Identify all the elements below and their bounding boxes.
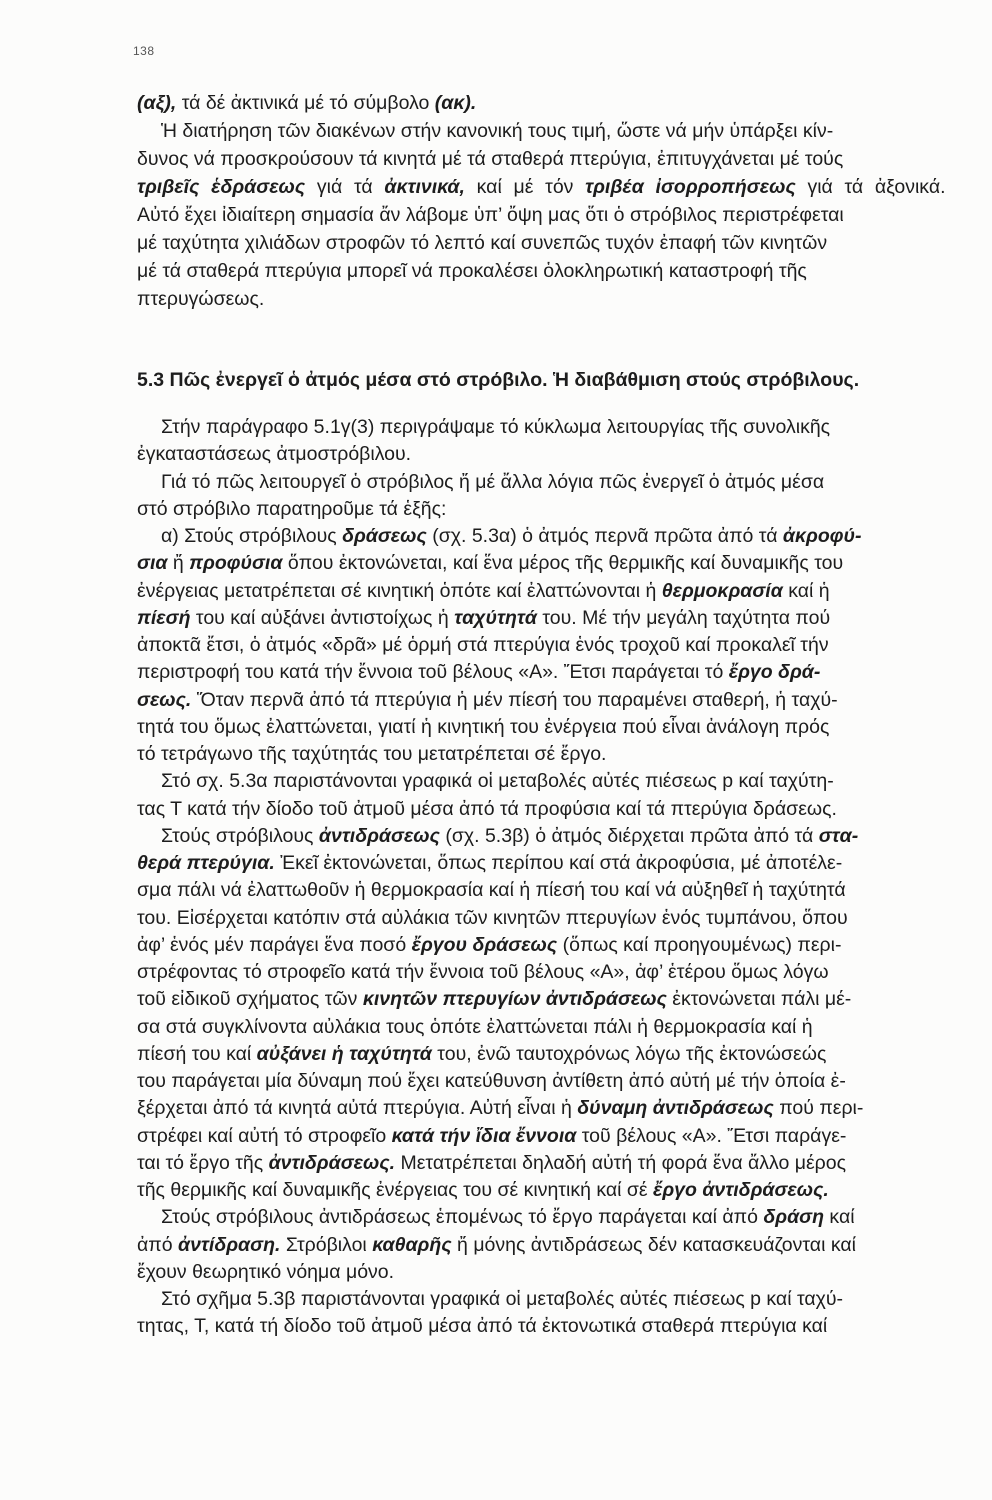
text-run: ἐγκαταστάσεως ἀτμοστρόβιλου. xyxy=(137,443,412,466)
text-line xyxy=(137,741,946,768)
text-run: ἐκτονώνεται πάλι μέ- xyxy=(666,988,852,1011)
emphasized-term: (ακ). xyxy=(434,92,477,114)
text-line xyxy=(137,905,946,932)
emphasized-term: δύναμη ἀντιδράσεως xyxy=(577,1097,774,1120)
text-run: σα στά συγκλίνοντα αὐλάκια τους ὁπότε ἐλαττώνεται πάλι ἡ θερμοκρασία καί ἡ xyxy=(137,1015,813,1038)
text-line xyxy=(137,285,946,313)
text-line xyxy=(137,1259,946,1286)
text-line xyxy=(137,632,946,659)
paragraph xyxy=(137,1286,946,1341)
text-run: τῆς θερμικῆς καί δυναμικῆς ἐνέργειας του σέ κινητική καί σέ xyxy=(137,1179,654,1201)
emphasized-term: σια xyxy=(137,552,168,575)
text-line-content xyxy=(137,1123,846,1150)
text-line-content xyxy=(161,469,824,496)
text-line-content xyxy=(137,173,946,201)
text-line-content xyxy=(137,632,829,659)
text-line xyxy=(137,796,946,823)
text-run: Στό σχ. 5.3α παριστάνονται γραφικά οἱ μεταβολές αὐτές πιέσεως p καί ταχύτη- xyxy=(161,770,834,793)
text-run: ἔχουν θεωρητικό νόημα μόνο. xyxy=(137,1260,395,1283)
emphasized-term: ἀντίδραση. xyxy=(178,1233,281,1256)
text-run: του. Μέ τήν μεγάλη ταχύτητα πού xyxy=(536,606,831,629)
text-run: τό τετράγωνο τῆς ταχύτητάς του μετατρέπεται σέ ἔργο. xyxy=(137,743,607,765)
text-run: Στούς στρόβιλους xyxy=(161,824,319,847)
text-line xyxy=(137,578,946,605)
text-run: τητας, Τ, κατά τή δίοδο τοῦ ἀτμοῦ μέσα ἀπό τά ἐκτονωτικά σταθερά πτερύγια καί xyxy=(137,1315,828,1338)
text-line-content xyxy=(137,89,476,117)
text-line-content xyxy=(137,441,411,468)
text-run: γιά τά ἀξονικά. xyxy=(795,176,946,198)
emphasized-term: στα- xyxy=(818,824,859,847)
text-run: ἐνέργειας μετατρέπεται σέ κινητική ὁπότε καί ἐλαττώνονται ἡ xyxy=(137,579,662,602)
text-line xyxy=(137,257,946,285)
text-line-content xyxy=(161,768,834,795)
text-line xyxy=(137,1177,946,1204)
text-line-content xyxy=(137,1150,846,1177)
emphasized-term: αὐξάνει ἡ ταχύτητά xyxy=(256,1042,432,1065)
emphasized-term: ἀντιδράσεως. xyxy=(268,1151,396,1174)
text-line xyxy=(137,850,946,877)
paragraph xyxy=(137,823,946,1205)
text-line-content xyxy=(137,714,829,741)
emphasized-term: θερά πτερύγια. xyxy=(137,852,275,874)
text-line xyxy=(137,1095,946,1122)
text-line-content xyxy=(137,741,606,768)
text-line-content xyxy=(137,145,843,173)
text-line-content xyxy=(137,1259,394,1286)
text-line xyxy=(137,496,946,523)
text-run: του. Εἰσέρχεται κατόπιν στά αὐλάκια τῶν κινητῶν πτερυγίων ἑνός τυμπάνου, ὅπου xyxy=(137,906,848,929)
text-line xyxy=(137,89,946,117)
text-line xyxy=(137,1150,946,1177)
text-run: ἀπό xyxy=(137,1233,178,1256)
text-run: ἀποκτᾶ ἔτσι, ὁ ἀτμός «δρᾶ» μέ ὁρμή στά πτερύγια ἑνός τροχοῦ καί προκαλεῖ τήν xyxy=(137,634,829,656)
text-run: α) Στούς στρόβιλους xyxy=(161,525,343,547)
text-run: (ὅπως καί προηγουμένως) περι- xyxy=(557,933,842,956)
text-line-content xyxy=(137,201,844,229)
text-line xyxy=(137,659,946,686)
text-line-content xyxy=(161,1204,855,1231)
text-line-content xyxy=(137,1014,813,1041)
text-line-content xyxy=(137,1095,863,1122)
text-run: Γιά τό πῶς λειτουργεῖ ὁ στρόβιλος ἤ μέ ἄλλα λόγια πῶς ἐνεργεῖ ὁ ἀτμός μέσα xyxy=(161,470,825,493)
text-line-content xyxy=(161,414,830,441)
text-run: Αὐτό ἔχει ἰδιαίτερη σημασία ἄν λάβομε ὑπ’ ὄψη μας ὅτι ὁ στρόβιλος περιστρέφεται xyxy=(137,204,844,226)
text-run: στό στρόβιλο παρατηροῦμε τά ἑξῆς: xyxy=(137,497,447,520)
text-line xyxy=(137,145,946,173)
paragraph xyxy=(137,469,946,524)
text-line-content xyxy=(137,285,264,313)
text-line xyxy=(137,414,946,441)
text-run: στρέφει καί αὐτή τό στροφεῖο xyxy=(137,1124,392,1147)
text-line xyxy=(137,1232,946,1259)
text-line-content xyxy=(137,959,829,986)
text-line xyxy=(137,441,946,468)
text-line-content xyxy=(137,659,820,686)
emphasized-term: δράσεως xyxy=(342,525,427,547)
paragraph xyxy=(137,768,946,823)
text-line xyxy=(137,932,946,959)
text-line-content xyxy=(137,986,851,1013)
text-line xyxy=(137,605,946,632)
text-run: μέ τά σταθερά πτερύγια μπορεῖ νά προκαλέσει ὁλοκληρωτική καταστροφή τῆς xyxy=(137,260,807,282)
text-run: ται τό ἔργο τῆς xyxy=(137,1151,269,1174)
text-line-content xyxy=(161,1286,843,1313)
text-line xyxy=(137,117,946,145)
page-number: 138 xyxy=(133,44,155,58)
text-run: Στό σχῆμα 5.3β παριστάνονται γραφικά οἱ μεταβολές αὐτές πιέσεως p καί ταχύ- xyxy=(161,1288,844,1310)
text-run: πού περι- xyxy=(773,1097,864,1120)
text-run: Ὅταν περνᾶ ἀπό τά πτερύγια ἡ μέν πίεσή του παραμένει σταθερή, ἡ ταχύ- xyxy=(191,688,838,711)
text-line-content xyxy=(137,1232,856,1259)
text-line xyxy=(137,229,946,257)
text-line-content xyxy=(137,687,838,714)
text-run: γιά τά xyxy=(305,176,385,198)
text-line xyxy=(137,550,946,577)
text-line xyxy=(137,877,946,904)
text-line-content xyxy=(137,932,841,959)
text-run: τοῦ βέλους «Α». Ἔτσι παράγε- xyxy=(576,1124,847,1147)
emphasized-term: σεως. xyxy=(137,688,192,711)
emphasized-term: θερμοκρασία xyxy=(661,579,783,602)
emphasized-term: κατά τήν ἴδια ἔννοια xyxy=(391,1124,577,1147)
emphasized-term: ταχύτητά xyxy=(454,606,537,629)
text-line-content xyxy=(137,1177,829,1204)
text-run: Στούς στρόβιλους ἀντιδράσεως ἑπομένως τό ἔργο παράγεται καί ἀπό xyxy=(161,1206,764,1229)
emphasized-term: ἔργο ἀντιδράσεως. xyxy=(653,1179,829,1201)
text-line-content xyxy=(137,905,848,932)
text-line-content xyxy=(137,605,830,632)
text-run: Ἐκεῖ ἐκτονώνεται, ὅπως περίπου καί στά ἀκροφύσια, μέ ἀποτέλε- xyxy=(274,852,843,874)
text-run: τοῦ εἰδικοῦ σχήματος τῶν xyxy=(137,988,363,1011)
section-heading xyxy=(137,366,946,394)
text-line-content xyxy=(137,257,807,285)
text-line-content xyxy=(137,1068,846,1095)
emphasized-term: τριβεῖς ἑδράσεως xyxy=(137,176,306,198)
text-run: ἤ μόνης ἀντιδράσεως δέν κατασκευάζονται καί xyxy=(451,1233,856,1256)
text-run: ἀφ’ ἑνός μέν παράγει ἕνα ποσό xyxy=(137,933,412,956)
text-run: μέ ταχύτητα χιλιάδων στροφῶν τό λεπτό καί συνεπῶς τυχόν ἐπαφή τῶν κινητῶν xyxy=(137,232,828,254)
text-run: δυνος νά προσκρούσουν τά κινητά μέ τά σταθερά πτερύγια, ἐπιτυγχάνεται μέ τούς xyxy=(137,148,844,170)
emphasized-term: προφύσια xyxy=(189,552,283,575)
text-run: (σχ. 5.3β) ὁ ἀτμός διέρχεται πρῶτα ἀπό τά xyxy=(439,824,819,847)
text-line-content xyxy=(161,523,862,550)
text-line-content xyxy=(137,850,842,877)
text-line-content xyxy=(137,229,827,257)
text-line xyxy=(137,768,946,795)
text-run: ὅπου ἐκτονώνεται, καί ἕνα μέρος τῆς θερμικῆς καί δυναμικῆς του xyxy=(282,552,844,575)
section-heading-text: 5.3 Πῶς ἐνεργεῖ ὁ ἀτμός μέσα στό στρόβιλο. Ἡ διαβάθμιση στούς στρόβιλους. xyxy=(137,369,860,391)
text-line xyxy=(137,823,946,850)
text-line xyxy=(137,986,946,1013)
text-run: στρέφοντας τό στροφεῖο κατά τήν ἔννοια τοῦ βέλους «Α», ἀφ’ ἑτέρου ὅμως λόγω xyxy=(137,961,829,983)
text-line xyxy=(137,1313,946,1340)
text-line-content xyxy=(137,550,843,577)
text-run: τητά του ὅμως ἐλαττώνεται, γιατί ἡ κινητική του ἐνέργεια πού εἶναι ἀνάλογη πρός xyxy=(137,715,830,738)
text-line xyxy=(137,523,946,550)
emphasized-term: δράση xyxy=(763,1206,825,1229)
text-line xyxy=(137,959,946,986)
text-line-content xyxy=(137,496,446,523)
text-line xyxy=(137,1068,946,1095)
text-line xyxy=(137,1123,946,1150)
emphasized-term: πίεσή xyxy=(137,606,191,629)
text-line xyxy=(137,469,946,496)
text-run: περιστροφή του κατά τήν ἔννοια τοῦ βέλους «Α». Ἔτσι παράγεται τό xyxy=(137,661,729,684)
paragraph xyxy=(137,414,946,469)
text-run: καί xyxy=(824,1206,855,1229)
text-line-content xyxy=(137,1313,827,1340)
emphasized-term: ἀκροφύ- xyxy=(782,525,862,547)
emphasized-term: τριβέα ἰσορροπήσεως xyxy=(585,176,796,198)
text-run: τά δέ ἀκτινικά μέ τό σύμβολο xyxy=(176,92,435,114)
text-line-content xyxy=(137,877,846,904)
text-run: πίεσή του καί xyxy=(137,1042,257,1065)
text-line-content xyxy=(137,796,837,823)
emphasized-term: ἔργο δρά- xyxy=(728,661,821,684)
text-line xyxy=(137,173,946,201)
paragraph xyxy=(137,89,946,117)
paragraph xyxy=(137,117,946,313)
emphasized-term: καθαρῆς xyxy=(372,1233,452,1256)
text-line-content xyxy=(137,578,830,605)
text-line xyxy=(137,1014,946,1041)
text-run: του παράγεται μία δύναμη πού ἔχει κατεύθυνση ἀντίθετη ἀπό αὐτή μέ τήν ὁποία ἐ- xyxy=(137,1070,846,1092)
text-run: ἤ xyxy=(167,552,190,575)
text-run: ξέρχεται ἀπό τά κινητά αὐτά πτερύγια. Αὐτή εἶναι ἡ xyxy=(137,1097,578,1120)
text-line-content xyxy=(137,1041,826,1068)
body-text xyxy=(137,89,946,1341)
text-run: (σχ. 5.3α) ὁ ἀτμός περνᾶ πρῶτα ἀπό τά xyxy=(426,525,783,547)
paragraph xyxy=(137,1204,946,1286)
text-run: καί μέ τόν xyxy=(464,176,586,198)
text-line xyxy=(137,1204,946,1231)
text-run: πτερυγώσεως. xyxy=(137,288,265,310)
emphasized-term: ἀκτινικά, xyxy=(384,176,465,198)
emphasized-term: ἔργου δράσεως xyxy=(411,933,558,956)
text-line-content xyxy=(161,823,858,850)
text-line-content xyxy=(161,117,833,145)
emphasized-term: (αξ), xyxy=(137,92,177,114)
text-run: Ἡ διατήρηση τῶν διακένων στήν κανονική τους τιμή, ὥστε νά μήν ὑπάρξει κίν- xyxy=(161,120,834,142)
text-line xyxy=(137,714,946,741)
text-line xyxy=(137,1041,946,1068)
paragraph xyxy=(137,523,946,768)
text-line xyxy=(137,687,946,714)
text-run: Στήν παράγραφο 5.1γ(3) περιγράψαμε τό κύκλωμα λειτουργίας τῆς συνολικῆς xyxy=(161,416,831,438)
emphasized-term: κινητῶν πτερυγίων ἀντιδράσεως xyxy=(362,988,667,1011)
text-line xyxy=(137,201,946,229)
emphasized-term: ἀντιδράσεως xyxy=(318,824,440,847)
text-run: του καί αὐξάνει ἀντιστοίχως ἡ xyxy=(190,606,455,629)
text-run: τας Τ κατά τήν δίοδο τοῦ ἀτμοῦ μέσα ἀπό τά προφύσια καί τά πτερύγια δράσεως. xyxy=(137,797,837,820)
text-run: του, ἐνῶ ταυτοχρόνως λόγω τῆς ἐκτονώσεώς xyxy=(431,1042,827,1065)
text-run: σμα πάλι νά ἐλαττωθοῦν ἡ θερμοκρασία καί ἡ πίεσή του καί νά αὐξηθεῖ ἡ ταχύτητά xyxy=(137,879,846,902)
text-line xyxy=(137,1286,946,1313)
text-run: καί ἡ xyxy=(782,579,830,602)
text-run: Στρόβιλοι xyxy=(280,1233,373,1256)
text-run: Μετατρέπεται δηλαδή αὐτή τή φορά ἕνα ἄλλο μέρος xyxy=(395,1151,847,1174)
